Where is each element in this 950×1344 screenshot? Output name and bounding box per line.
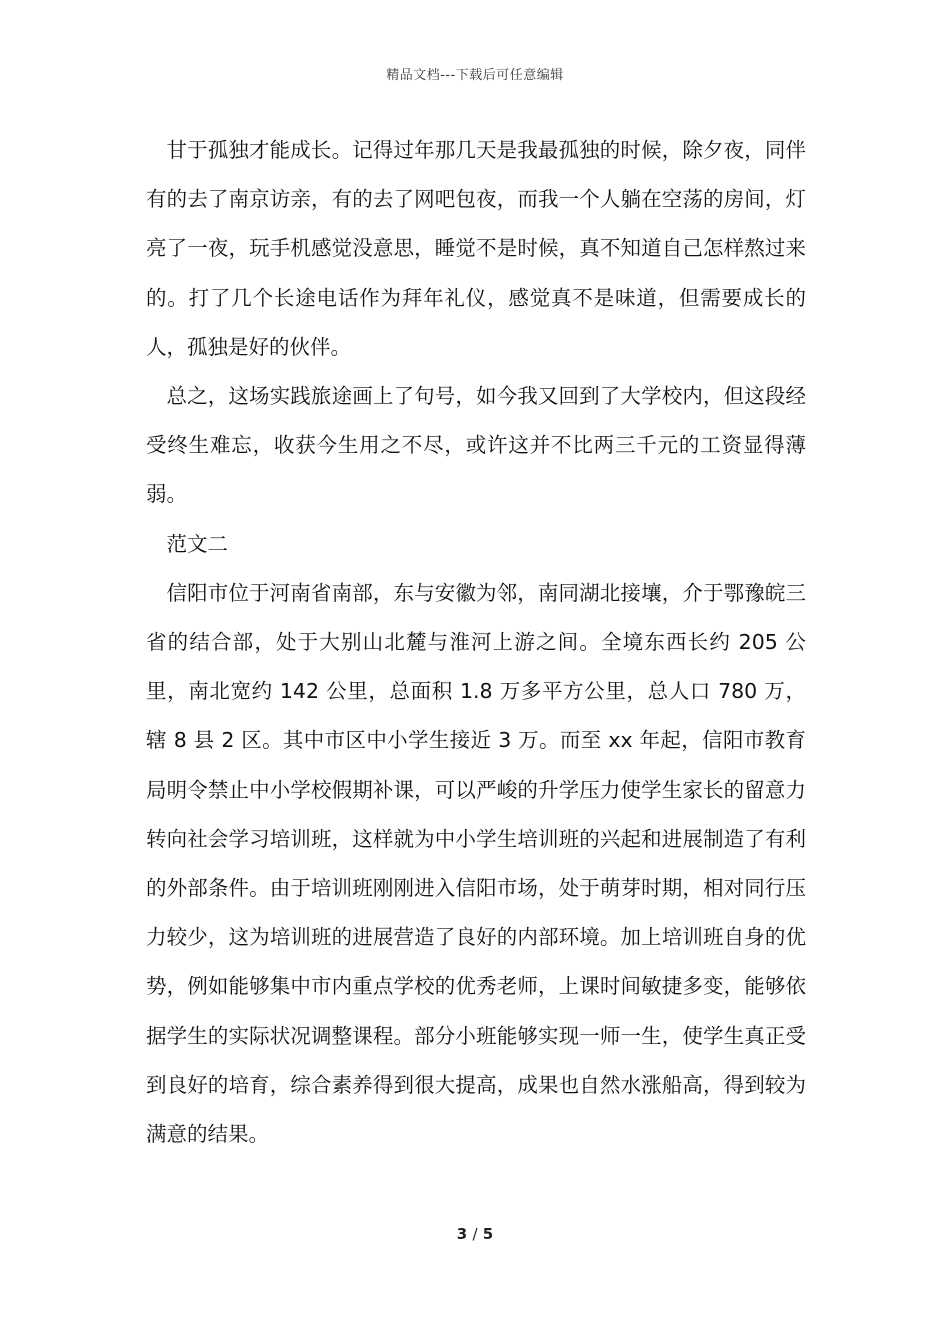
total-page-number: 5 xyxy=(482,1225,494,1243)
page-number-separator: / xyxy=(472,1225,478,1243)
paragraph-conclusion: 总之，这场实践旅途画上了句号，如今我又回到了大学校内，但这段经受终生难忘，收获今生用之不尽，或许这并不比两三千元的工资显得薄弱。 xyxy=(146,384,806,507)
current-page-number: 3 xyxy=(456,1225,468,1243)
paragraph-solitude: 甘于孤独才能成长。记得过年那几天是我最孤独的时候，除夕夜，同伴有的去了南京访亲，有的去了网吧包夜，而我一个人躺在空荡的房间，灯亮了一夜，玩手机感觉没意思，睡觉不是时候，真不知道自己怎样熬过来的。打了几个长途电话作为拜年礼仪，感觉真不是味道，但需要成长的人，孤独是好的伙伴。 xyxy=(146,138,806,359)
page-header: 精品文档---下载后可任意编辑 xyxy=(386,68,564,83)
document-body xyxy=(146,126,806,1159)
section-heading-example-two: 范文二 xyxy=(166,531,228,556)
page-number xyxy=(0,1225,950,1243)
paragraph-xinyang: 信阳市位于河南省南部，东与安徽为邻，南同湖北接壤，介于鄂豫皖三省的结合部，处于大别山北麓与淮河上游之间。全境东西长约 205 公里，南北宽约 142 公里，总面积 1.8 万多平方公里，总人口 780 万，辖 8 县 2 区。其中市区中小学生接近 3 万。而至 xx 年起，信阳市教育局明令禁止中小学校假期补课，可以严峻的升学压力使学生家长的留意力转向社会学习培训班，这样就为中小学生培训班的兴起和进展制造了有利的外部条件。由于培训班刚刚进入信阳市场，处于萌芽时期，相对同行压力较少，这为培训班的进展营造了良好的内部环境。加上培训班自身的优势，例如能够集中市内重点学校的优秀老师，上课时间敏捷多变，能够依据学生的实际状况调整课程。部分小班能够实现一师一生，使学生真正受到良好的培育，综合素养得到很大提高，成果也自然水涨船高，得到较为满意的结果。 xyxy=(146,580,806,1147)
